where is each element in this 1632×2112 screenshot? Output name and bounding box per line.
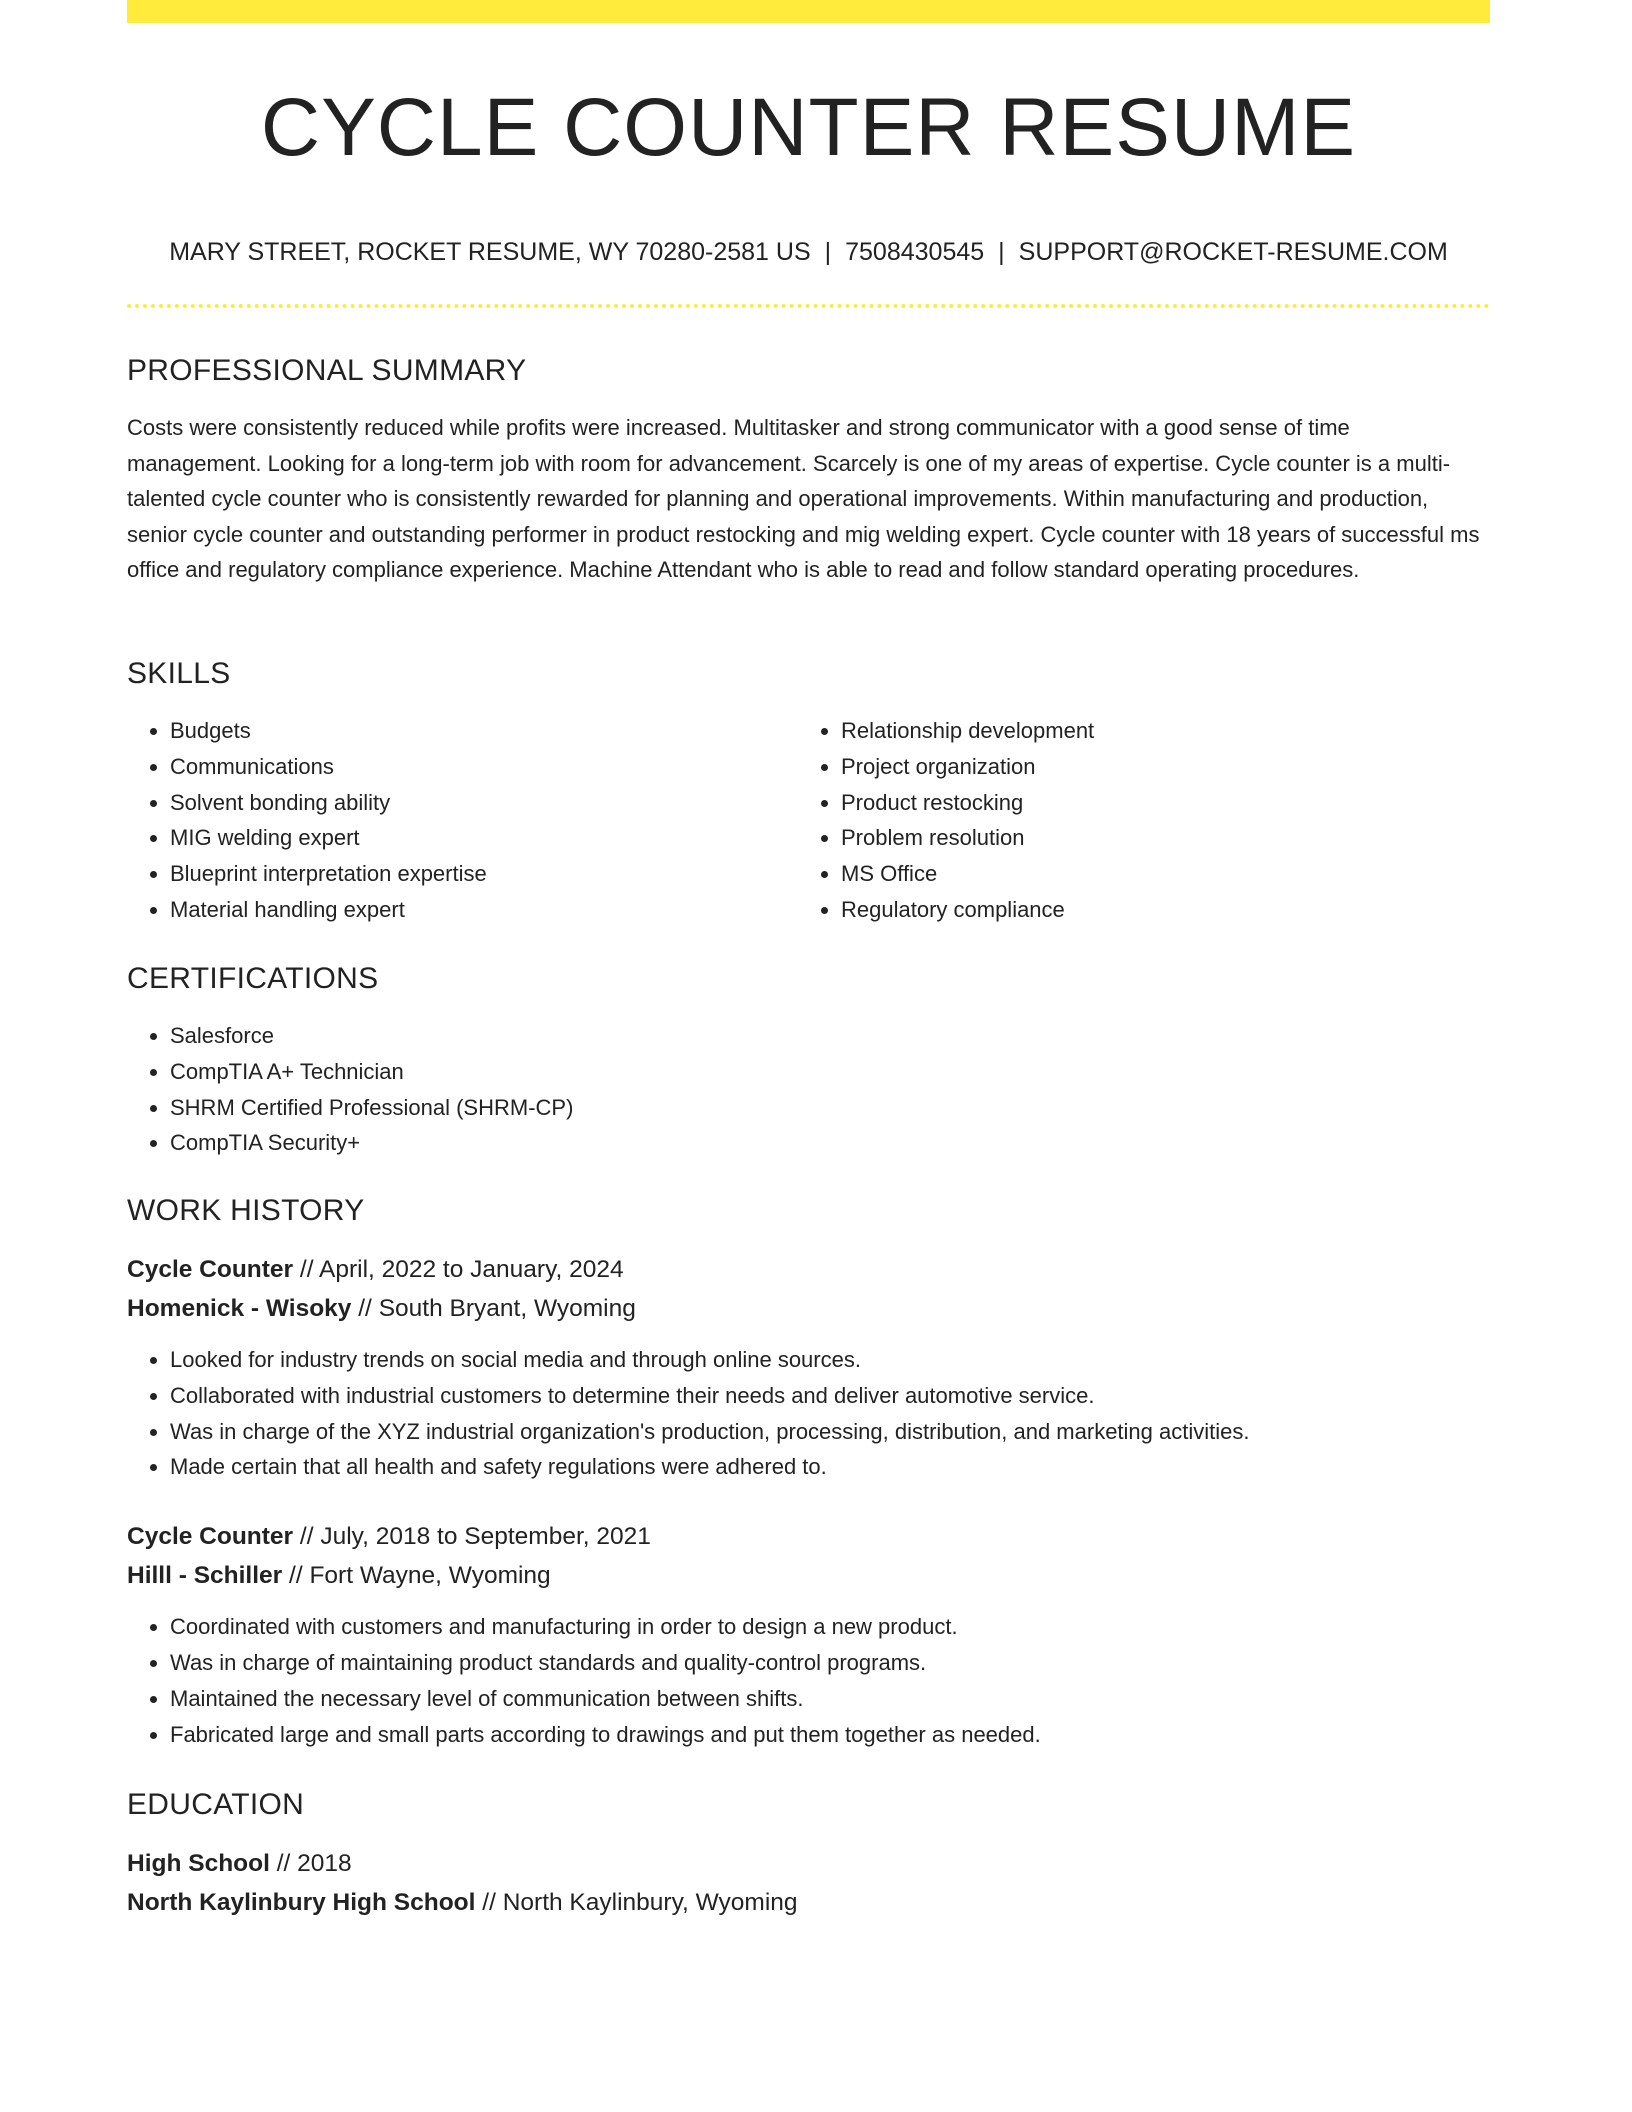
contact-separator: | (824, 238, 832, 266)
job-company-line (127, 1289, 1490, 1328)
skill-item: • Material handling expert (170, 892, 787, 928)
job-separator: // (299, 1256, 314, 1283)
skill-item: • Relationship development (841, 713, 1458, 749)
certifications-heading: CERTIFICATIONS (127, 962, 379, 995)
skill-item: • MIG welding expert (170, 820, 787, 856)
job-bullet: • Coordinated with customers and manufacturing in order to design a new product. (170, 1609, 1490, 1645)
skill-item: • MS Office (841, 856, 1458, 892)
job-entry (127, 1517, 1490, 1752)
job-bullet: • Was in charge of maintaining product standards and quality-control programs. (170, 1645, 1490, 1681)
job-bullet: • Looked for industry trends on social media and through online sources. (170, 1342, 1490, 1378)
skills-column-left (127, 713, 787, 928)
education-year: 2018 (297, 1850, 352, 1877)
job-title-line (127, 1250, 1490, 1289)
work-history-heading: WORK HISTORY (127, 1194, 365, 1227)
education-school-line (127, 1883, 1490, 1922)
skill-item: • Solvent bonding ability (170, 785, 787, 821)
job-separator: // (299, 1523, 314, 1551)
education-entry (127, 1844, 1490, 1922)
summary-text: Costs were consistently reduced while profits were increased. Multitasker and strong communicator with a good sense of time management. Looking for a long-term job with room for advancement. Scarcely is one of my areas of expertise. Cycle counter is a multi-talented cycle counter who is consistently rewarded for planning and operational improvements. Within manufacturing and production, senior cycle counter and outstanding performer in product restocking and mig welding expert. Cycle counter with 18 years of successful ms office and regulatory compliance experience. Machine Attendant who is able to read and follow standard operating procedures. (127, 415, 1480, 583)
certification-item: • CompTIA Security+ (170, 1125, 1490, 1161)
certification-item: • SHRM Certified Professional (SHRM-CP) (170, 1090, 1490, 1126)
job-separator: // (358, 1295, 372, 1322)
education-separator: // (482, 1889, 496, 1916)
certification-item: • Salesforce (170, 1018, 1490, 1054)
job-role: Cycle Counter (127, 1523, 294, 1551)
job-bullet: • Maintained the necessary level of communication between shifts. (170, 1681, 1490, 1717)
skill-item: • Blueprint interpretation expertise (170, 856, 787, 892)
certifications-section (127, 960, 1490, 1161)
contact-email: SUPPORT@ROCKET-RESUME.COM (1018, 238, 1448, 266)
contact-phone: 7508430545 (845, 238, 985, 266)
education-degree-line (127, 1844, 1490, 1883)
summary-section (127, 352, 1490, 588)
skill-item: • Problem resolution (841, 820, 1458, 856)
job-dates: April, 2022 to January, 2024 (319, 1256, 624, 1283)
resume-title: CYCLE COUNTER RESUME (260, 82, 1357, 173)
job-bullet: • Collaborated with industrial customers to determine their needs and deliver automotive service. (170, 1378, 1490, 1414)
job-company: Homenick - Wisoky (127, 1295, 352, 1322)
skill-item: • Project organization (841, 749, 1458, 785)
contact-address: MARY STREET, ROCKET RESUME, WY 70280-2581 US (169, 238, 811, 266)
job-company: Hilll - Schiller (127, 1562, 283, 1590)
contact-line (127, 236, 1490, 268)
skills-heading: SKILLS (127, 657, 231, 690)
job-bullet: • Fabricated large and small parts according to drawings and put them together as needed. (170, 1717, 1490, 1753)
skill-item: • Product restocking (841, 785, 1458, 821)
skill-item: • Budgets (170, 713, 787, 749)
education-school: North Kaylinbury High School (127, 1889, 476, 1916)
job-role: Cycle Counter (127, 1256, 294, 1283)
job-location: South Bryant, Wyoming (378, 1295, 636, 1322)
job-entry (127, 1250, 1490, 1485)
skill-item: • Regulatory compliance (841, 892, 1458, 928)
contact-separator: | (998, 238, 1005, 266)
education-location: North Kaylinbury, Wyoming (502, 1889, 798, 1916)
job-title-line (127, 1517, 1490, 1556)
job-company-line (127, 1556, 1490, 1595)
education-degree: High School (127, 1850, 270, 1877)
job-separator: // (289, 1562, 303, 1590)
summary-heading: PROFESSIONAL SUMMARY (127, 354, 527, 387)
dotted-divider (127, 304, 1490, 308)
skills-section (127, 655, 1490, 922)
education-heading: EDUCATION (127, 1788, 305, 1821)
job-bullet: • Made certain that all health and safety regulations were adhered to. (170, 1449, 1490, 1485)
accent-top-bar (127, 0, 1490, 23)
job-location: Fort Wayne, Wyoming (309, 1562, 551, 1590)
skills-column-right (798, 713, 1458, 928)
skill-item: • Communications (170, 749, 787, 785)
job-dates: July, 2018 to September, 2021 (320, 1523, 651, 1551)
certification-item: • CompTIA A+ Technician (170, 1054, 1490, 1090)
education-section (127, 1786, 1490, 1922)
education-separator: // (276, 1850, 291, 1877)
work-history-section (127, 1192, 1490, 1752)
job-bullet: • Was in charge of the XYZ industrial organization's production, processing, distribution, and marketing activities. (170, 1414, 1490, 1450)
